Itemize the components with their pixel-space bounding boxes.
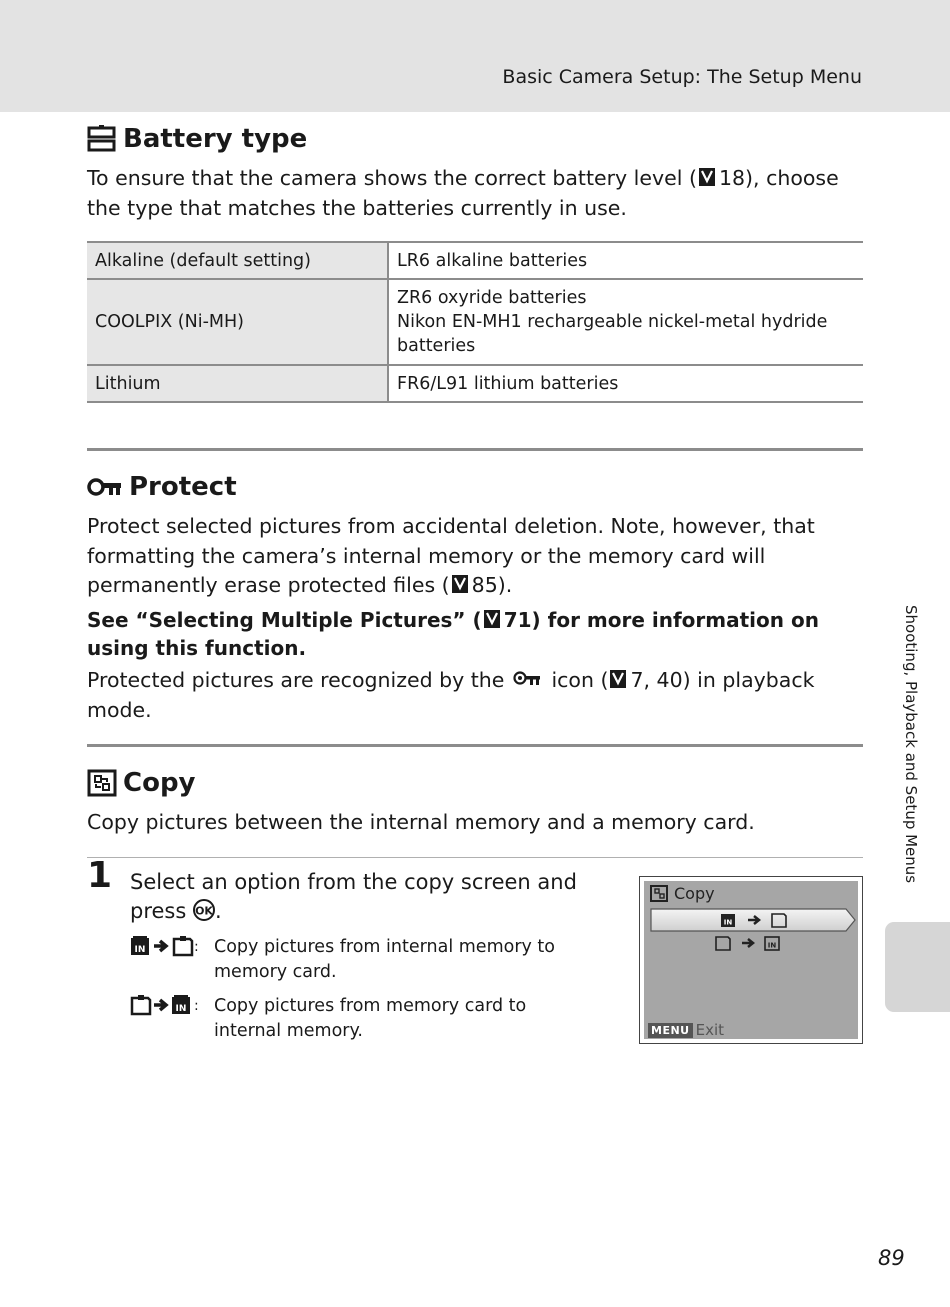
section-divider (87, 744, 863, 747)
option-description: Copy pictures from internal memory to memory card. (214, 937, 556, 982)
copy-option-card-to-internal (130, 994, 600, 1046)
table-row (87, 242, 863, 279)
recognized-text: Protected pictures are recognized by the (87, 668, 505, 692)
note-text: See “Selecting Multiple Pictures” ( (87, 608, 482, 632)
svg-text:IN: IN (134, 945, 146, 955)
battery-type-icon (87, 125, 117, 153)
copy-icon (650, 885, 668, 902)
note-ref: 71 (503, 608, 532, 632)
protect-description-text-end: ). (497, 573, 513, 597)
copy-title: Copy (123, 768, 196, 798)
page-header-band (0, 0, 950, 112)
battery-intro-text-end: ), choose the type that matches the batteries currently in use. (87, 166, 839, 220)
copy-intro: Copy pictures between the internal memory and a memory card. (87, 810, 755, 834)
lcd-screen (644, 881, 858, 1039)
card-to-internal-icon (130, 994, 198, 1016)
battery-desc-cell: FR6/L91 lithium batteries (388, 365, 863, 402)
page-reference-icon (609, 669, 627, 689)
page-number: 89 (878, 1246, 905, 1270)
svg-text:IN: IN (767, 941, 777, 950)
ok-button-icon (193, 899, 215, 921)
lcd-menu-title (650, 884, 715, 903)
battery-type-cell: Lithium (87, 365, 388, 402)
page-reference-icon (451, 574, 469, 594)
running-header: Basic Camera Setup: The Setup Menu (502, 66, 862, 88)
option-icons (130, 994, 198, 1016)
section-divider (87, 448, 863, 451)
battery-type-cell: Alkaline (default setting) (87, 242, 388, 279)
lcd-title-text: Copy (674, 884, 715, 903)
protect-see-also-note (87, 606, 857, 662)
lcd-footer (648, 1021, 724, 1039)
option-icons (130, 935, 198, 957)
battery-intro-ref: 18 (718, 166, 746, 190)
protected-key-icon (512, 669, 542, 689)
battery-desc-line: Nikon EN-MH1 rechargeable nickel-metal hydride batteries (397, 312, 828, 356)
side-thumb-tab (885, 922, 950, 1012)
camera-lcd-illustration (639, 876, 863, 1044)
step-number: 1 (87, 855, 113, 896)
battery-desc-line: ZR6 oxyride batteries (397, 288, 587, 308)
recognized-text-mid: icon ( (551, 668, 609, 692)
side-tab-label: Shooting, Playback and Setup Menus (902, 605, 920, 884)
step-instruction-text: Select an option from the copy screen and press (130, 870, 577, 923)
lcd-option-card-to-internal[interactable] (714, 935, 784, 951)
protect-recognized-text (87, 666, 877, 725)
svg-text::: : (194, 939, 199, 955)
recognized-ref: 7, 40 (630, 668, 683, 692)
copy-heading (87, 768, 196, 798)
step-instruction (130, 868, 600, 926)
table-row (87, 279, 863, 365)
table-row (87, 365, 863, 402)
copy-option-internal-to-card (130, 935, 600, 987)
battery-type-heading (87, 124, 307, 154)
svg-text::: : (194, 998, 199, 1014)
recognized-text-end: ) in playback mode. (87, 668, 815, 722)
page-reference-icon (698, 167, 716, 187)
battery-type-table (87, 241, 863, 403)
menu-button-label: MENU (648, 1023, 693, 1038)
svg-text:IN: IN (723, 918, 733, 927)
battery-type-cell: COOLPIX (Ni-MH) (87, 279, 388, 365)
card-to-internal-icon (714, 935, 784, 951)
battery-intro (87, 164, 877, 223)
protect-description (87, 512, 877, 601)
internal-to-card-icon (130, 935, 198, 957)
protect-title: Protect (129, 472, 237, 502)
key-icon (87, 475, 123, 499)
step-instruction-end: . (215, 899, 222, 923)
svg-text:IN: IN (175, 1004, 187, 1014)
copy-icon (87, 769, 117, 797)
battery-desc-cell (388, 279, 863, 365)
note-text-end: ) for more information on using this function. (87, 608, 819, 660)
lcd-option-internal-to-card[interactable] (720, 912, 790, 928)
protect-description-ref: 85 (471, 573, 498, 597)
option-description: Copy pictures from memory card to internal memory. (214, 996, 527, 1041)
battery-desc-cell: LR6 alkaline batteries (388, 242, 863, 279)
internal-to-card-icon (720, 912, 790, 928)
battery-type-title: Battery type (123, 124, 308, 154)
svg-text:OK: OK (195, 904, 213, 918)
step-divider (87, 857, 863, 858)
protect-description-text: Protect selected pictures from accidental deletion. Note, however, that formatting the camera’s internal memory or the memory card will permanently erase protected files ( (87, 514, 815, 597)
battery-intro-text: To ensure that the camera shows the correct battery level ( (87, 166, 697, 190)
protect-heading (87, 472, 237, 502)
exit-label: Exit (695, 1021, 725, 1039)
page-reference-icon (483, 609, 501, 629)
lcd-option-list (650, 908, 850, 932)
